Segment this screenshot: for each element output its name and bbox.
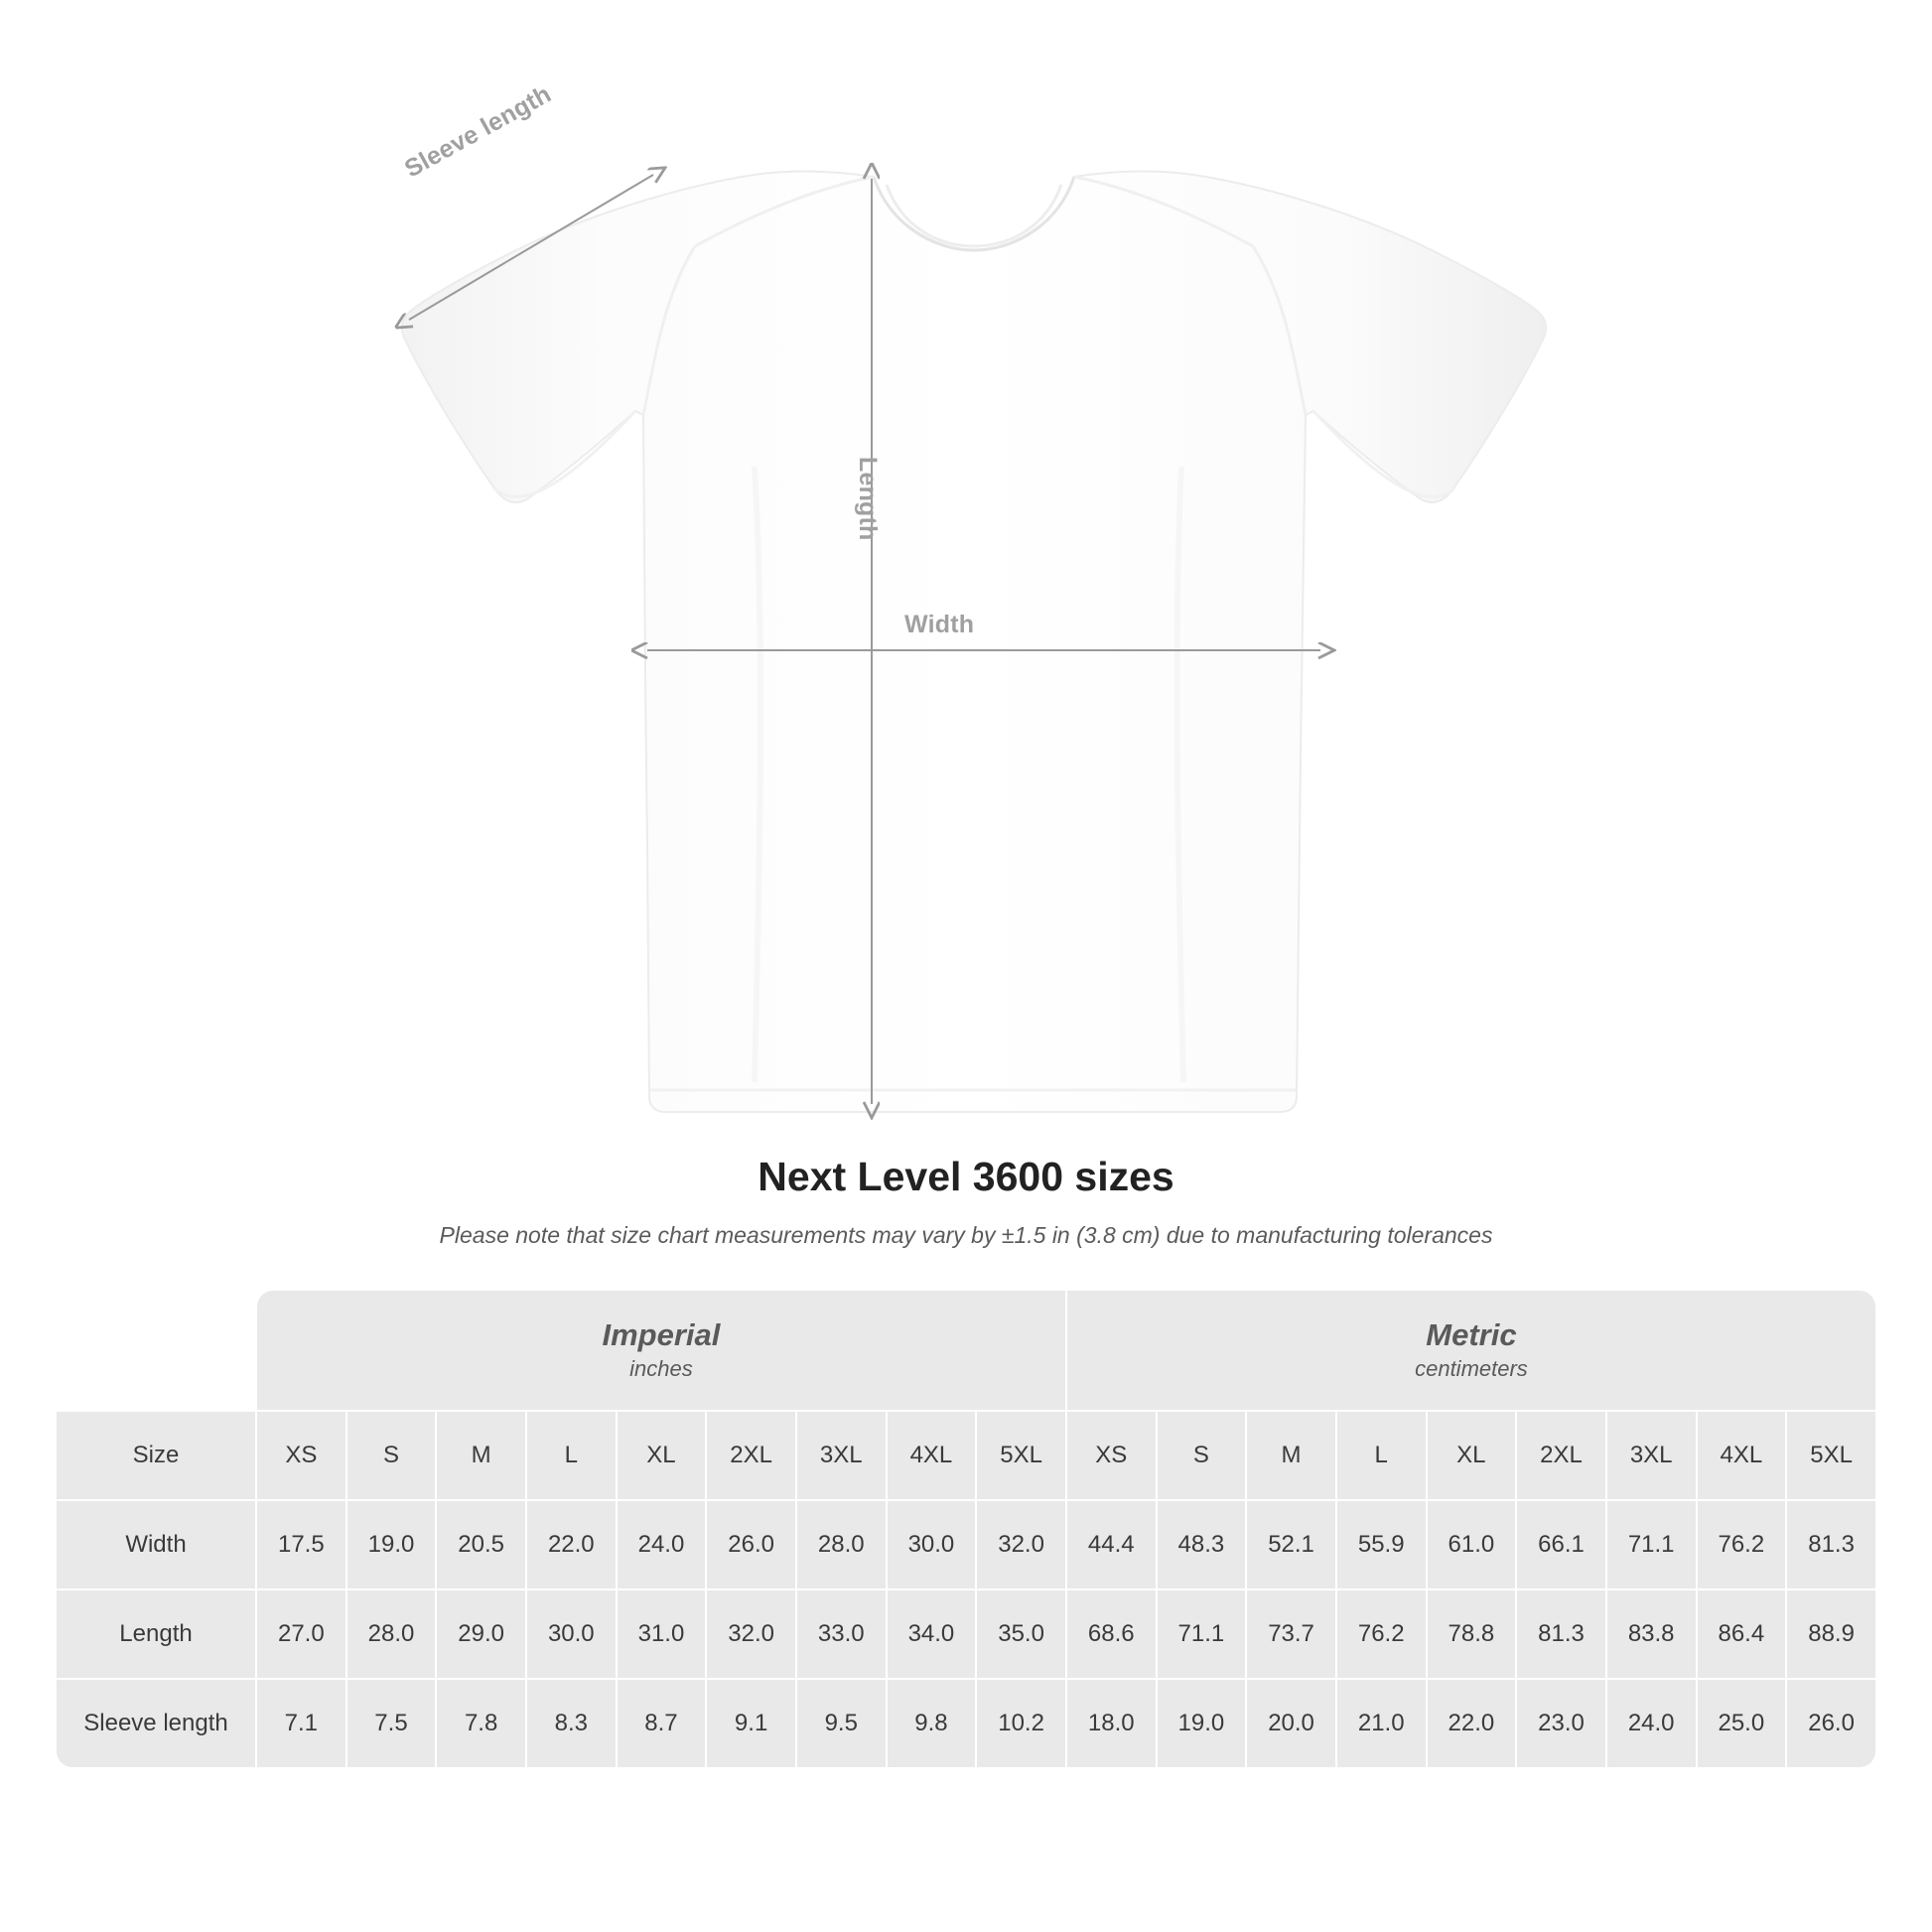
cell-width-imperial-5xl: 32.0	[977, 1501, 1065, 1588]
cell-length-imperial-s: 28.0	[347, 1590, 436, 1678]
cell-width-metric-m: 52.1	[1247, 1501, 1335, 1588]
size-table-wrapper	[55, 1289, 1877, 1769]
cell-sleeve-imperial-2xl: 9.1	[707, 1680, 795, 1767]
size-col-metric-s: S	[1158, 1412, 1246, 1499]
size-col-imperial-l: L	[527, 1412, 616, 1499]
cell-length-imperial-l: 30.0	[527, 1590, 616, 1678]
cell-length-imperial-xl: 31.0	[618, 1590, 706, 1678]
size-col-imperial-4xl: 4XL	[888, 1412, 976, 1499]
width-label: Width	[904, 611, 975, 638]
cell-width-metric-xl: 61.0	[1428, 1501, 1516, 1588]
cell-width-imperial-s: 19.0	[347, 1501, 436, 1588]
cell-length-metric-xs: 68.6	[1067, 1590, 1156, 1678]
cell-length-metric-m: 73.7	[1247, 1590, 1335, 1678]
cell-width-imperial-xs: 17.5	[257, 1501, 345, 1588]
size-col-imperial-5xl: 5XL	[977, 1412, 1065, 1499]
size-col-imperial-3xl: 3XL	[797, 1412, 886, 1499]
tolerance-note: Please note that size chart measurements may vary by ±1.5 in (3.8 cm) due to manufacturing tolerances	[439, 1222, 1493, 1248]
cell-width-metric-l: 55.9	[1337, 1501, 1426, 1588]
cell-width-metric-4xl: 76.2	[1698, 1501, 1786, 1588]
sleeve-length-label: Sleeve length	[400, 79, 556, 184]
cell-length-imperial-2xl: 32.0	[707, 1590, 795, 1678]
cell-sleeve-imperial-xs: 7.1	[257, 1680, 345, 1767]
cell-length-imperial-3xl: 33.0	[797, 1590, 886, 1678]
cell-sleeve-imperial-m: 7.8	[437, 1680, 525, 1767]
cell-width-metric-5xl: 81.3	[1787, 1501, 1875, 1588]
size-col-imperial-2xl: 2XL	[707, 1412, 795, 1499]
unit-name-imperial: Imperial	[602, 1317, 721, 1353]
cell-width-metric-xs: 44.4	[1067, 1501, 1156, 1588]
unit-sub-metric: centimeters	[1415, 1356, 1528, 1382]
cell-sleeve-imperial-5xl: 10.2	[977, 1680, 1065, 1767]
size-col-imperial-xs: XS	[257, 1412, 345, 1499]
page-title: Next Level 3600 sizes	[758, 1154, 1174, 1199]
cell-length-metric-l: 76.2	[1337, 1590, 1426, 1678]
unit-name-metric: Metric	[1426, 1317, 1517, 1353]
unit-header-imperial	[257, 1291, 1065, 1410]
cell-sleeve-metric-xs: 18.0	[1067, 1680, 1156, 1767]
cell-sleeve-metric-l: 21.0	[1337, 1680, 1426, 1767]
length-label: Length	[854, 457, 882, 541]
cell-width-metric-2xl: 66.1	[1517, 1501, 1605, 1588]
row-label-length: Length	[57, 1590, 255, 1678]
cell-length-metric-5xl: 88.9	[1787, 1590, 1875, 1678]
unit-header-metric	[1067, 1291, 1875, 1410]
size-col-imperial-xl: XL	[618, 1412, 706, 1499]
cell-width-imperial-l: 22.0	[527, 1501, 616, 1588]
table-row-sizes	[57, 1412, 1875, 1499]
cell-width-imperial-xl: 24.0	[618, 1501, 706, 1588]
cell-length-metric-xl: 78.8	[1428, 1590, 1516, 1678]
unit-sub-imperial: inches	[629, 1356, 693, 1382]
cell-length-metric-2xl: 81.3	[1517, 1590, 1605, 1678]
size-col-imperial-m: M	[437, 1412, 525, 1499]
table-row-sleeve-length	[57, 1680, 1875, 1767]
cell-length-imperial-5xl: 35.0	[977, 1590, 1065, 1678]
cell-sleeve-imperial-xl: 8.7	[618, 1680, 706, 1767]
cell-sleeve-metric-3xl: 24.0	[1607, 1680, 1696, 1767]
cell-sleeve-metric-m: 20.0	[1247, 1680, 1335, 1767]
cell-width-imperial-m: 20.5	[437, 1501, 525, 1588]
row-label-width: Width	[57, 1501, 255, 1588]
cell-sleeve-metric-2xl: 23.0	[1517, 1680, 1605, 1767]
size-col-metric-xl: XL	[1428, 1412, 1516, 1499]
tshirt-shape	[402, 171, 1546, 1112]
cell-length-metric-3xl: 83.8	[1607, 1590, 1696, 1678]
cell-sleeve-metric-4xl: 25.0	[1698, 1680, 1786, 1767]
cell-width-metric-s: 48.3	[1158, 1501, 1246, 1588]
table-row-units	[57, 1291, 1875, 1410]
cell-width-imperial-2xl: 26.0	[707, 1501, 795, 1588]
size-col-metric-m: M	[1247, 1412, 1335, 1499]
cell-sleeve-imperial-l: 8.3	[527, 1680, 616, 1767]
cell-sleeve-metric-xl: 22.0	[1428, 1680, 1516, 1767]
size-col-metric-l: L	[1337, 1412, 1426, 1499]
size-col-metric-2xl: 2XL	[1517, 1412, 1605, 1499]
corner-cell	[57, 1291, 255, 1410]
cell-sleeve-imperial-3xl: 9.5	[797, 1680, 886, 1767]
cell-length-imperial-m: 29.0	[437, 1590, 525, 1678]
size-col-metric-5xl: 5XL	[1787, 1412, 1875, 1499]
cell-length-metric-4xl: 86.4	[1698, 1590, 1786, 1678]
cell-width-imperial-4xl: 30.0	[888, 1501, 976, 1588]
header-size: Size	[57, 1412, 255, 1499]
cell-length-imperial-xs: 27.0	[257, 1590, 345, 1678]
size-col-metric-3xl: 3XL	[1607, 1412, 1696, 1499]
table-row-width	[57, 1501, 1875, 1588]
cell-sleeve-metric-5xl: 26.0	[1787, 1680, 1875, 1767]
cell-length-imperial-4xl: 34.0	[888, 1590, 976, 1678]
row-label-sleeve-length: Sleeve length	[57, 1680, 255, 1767]
cell-width-imperial-3xl: 28.0	[797, 1501, 886, 1588]
table-row-length	[57, 1590, 1875, 1678]
cell-sleeve-metric-s: 19.0	[1158, 1680, 1246, 1767]
cell-sleeve-imperial-4xl: 9.8	[888, 1680, 976, 1767]
size-col-metric-xs: XS	[1067, 1412, 1156, 1499]
cell-sleeve-imperial-s: 7.5	[347, 1680, 436, 1767]
size-chart-table	[55, 1289, 1877, 1769]
size-col-metric-4xl: 4XL	[1698, 1412, 1786, 1499]
cell-width-metric-3xl: 71.1	[1607, 1501, 1696, 1588]
size-col-imperial-s: S	[347, 1412, 436, 1499]
cell-length-metric-s: 71.1	[1158, 1590, 1246, 1678]
